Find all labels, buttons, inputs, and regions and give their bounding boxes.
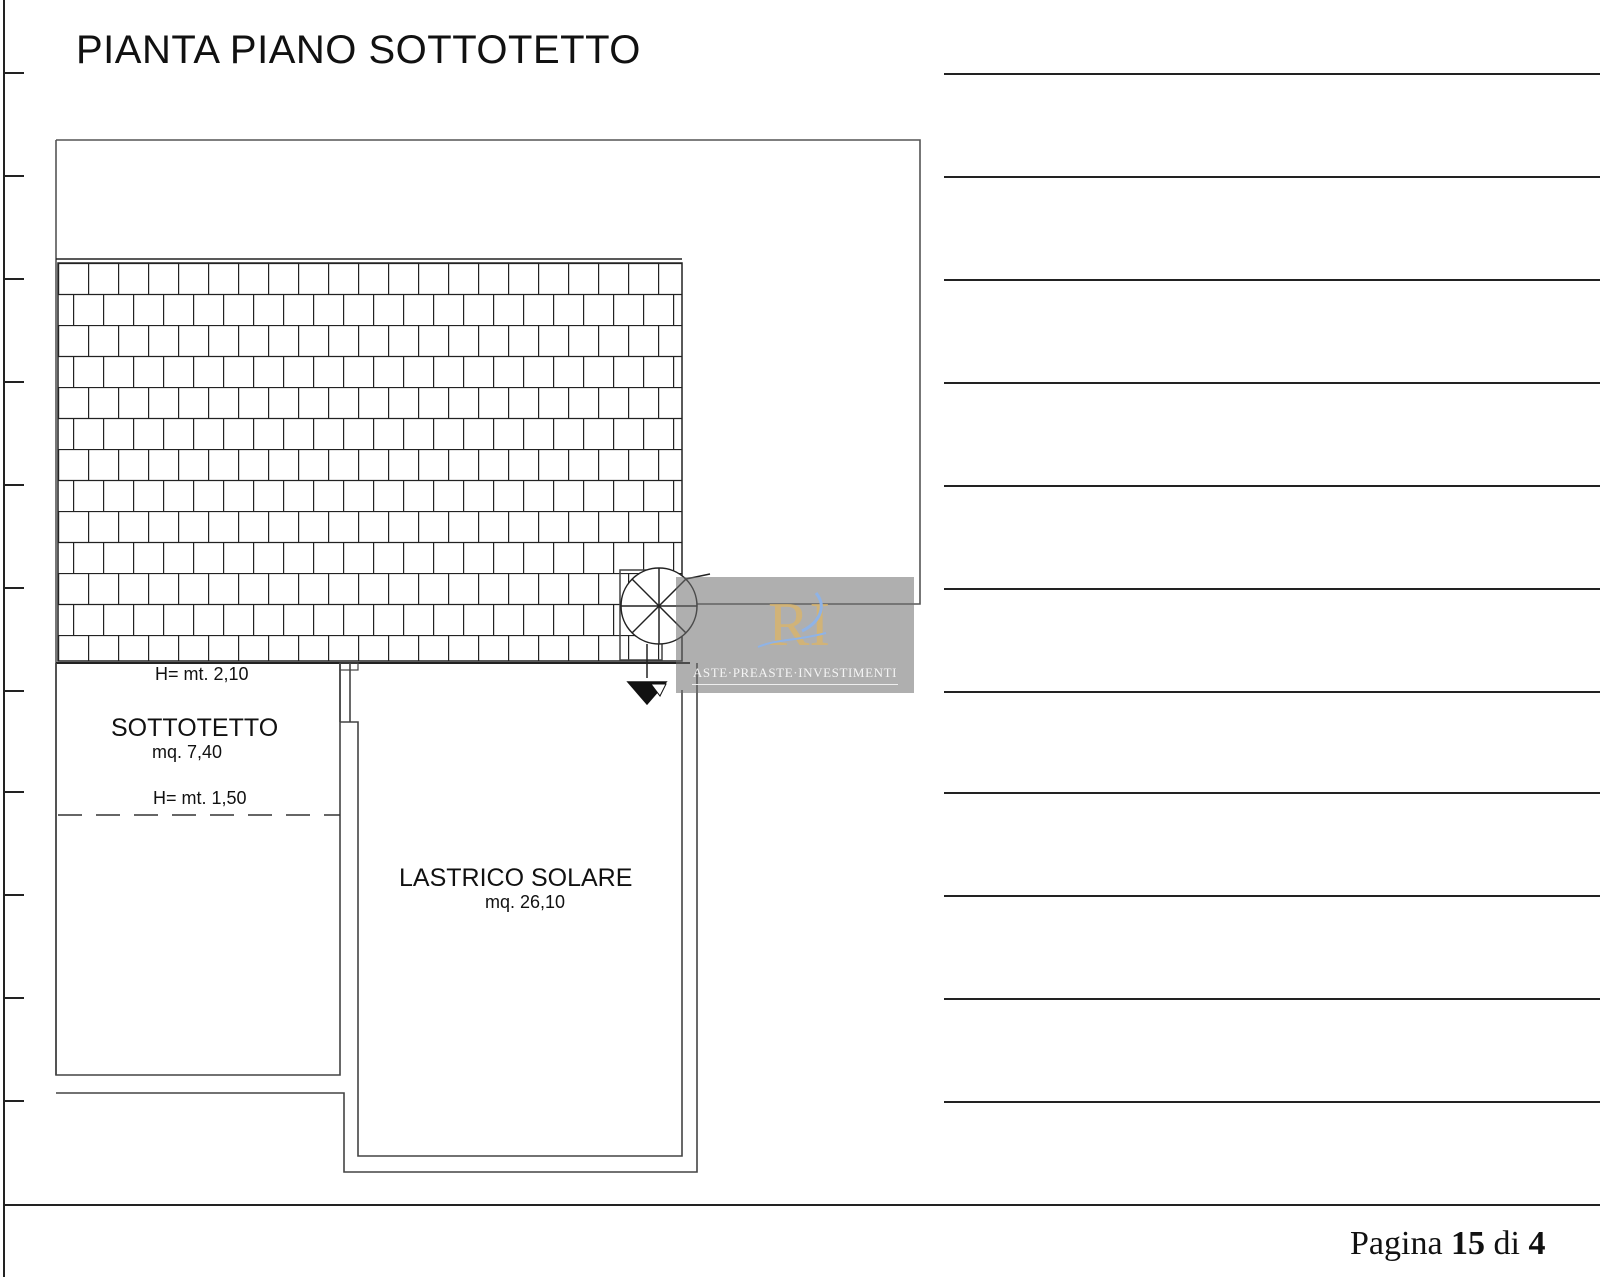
page-title: PIANTA PIANO SOTTOTETTO (76, 28, 641, 72)
footer-page-total: 4 (1528, 1225, 1546, 1262)
room-name-sottotetto: SOTTOTETTO (111, 714, 279, 742)
watermark-text: ASTE·PREASTE·INVESTIMENTI (692, 665, 898, 680)
footer-separator: di (1485, 1225, 1529, 1262)
watermark-mark-text: RI (768, 591, 830, 659)
ruled-lines (944, 74, 1600, 1102)
footer-page-number: 15 (1451, 1225, 1486, 1262)
height-label-upper: H= mt. 2,10 (155, 664, 249, 684)
footer-prefix: Pagina (1350, 1225, 1452, 1262)
room-name-lastrico-solare: LASTRICO SOLARE (399, 864, 633, 892)
watermark-logo (676, 577, 914, 693)
height-label-lower: H= mt. 1,50 (153, 788, 247, 808)
watermark-underline (692, 684, 898, 685)
room-area-lastrico-solare: mq. 26,10 (485, 892, 566, 912)
watermark-mark-icon (676, 581, 914, 661)
page-footer (1350, 1225, 1546, 1263)
room-area-sottotetto: mq. 7,40 (152, 742, 223, 762)
margin-ticks (4, 73, 24, 1101)
roof-tiles (56, 259, 690, 663)
